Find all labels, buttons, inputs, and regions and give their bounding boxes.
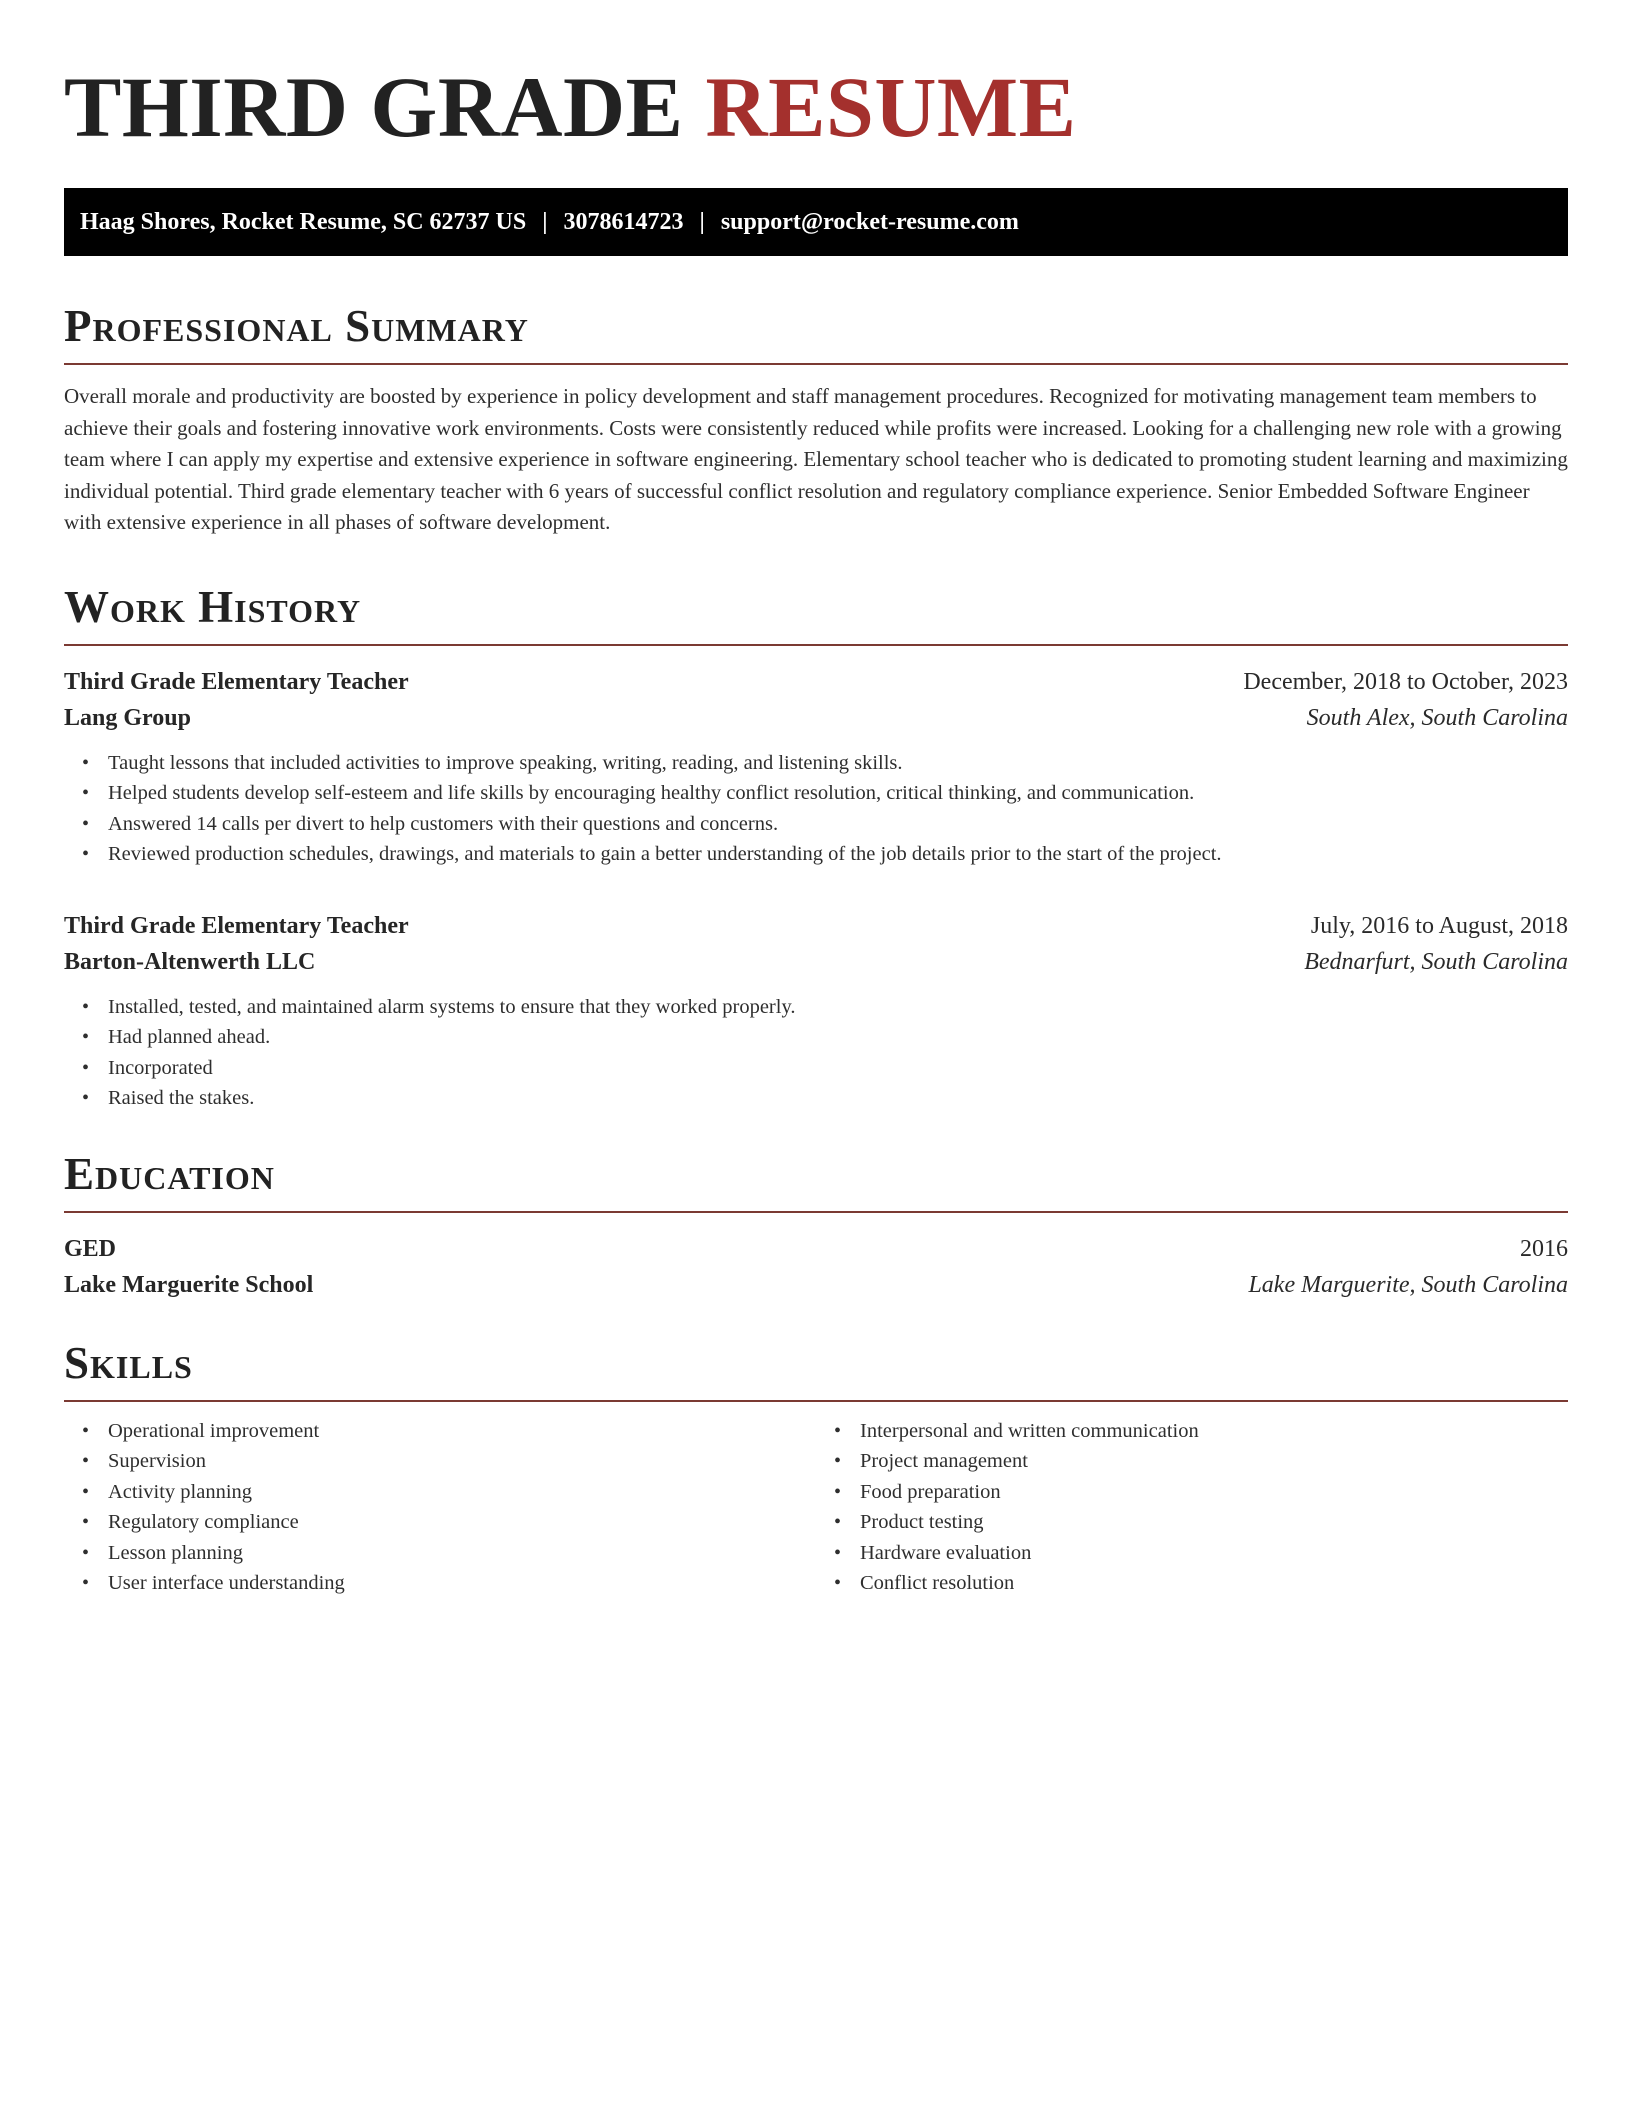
job-entry (64, 664, 1568, 870)
education-school: Lake Marguerite School (64, 1271, 314, 1298)
resume-title-accent: RESUME (705, 59, 1077, 155)
job-duties-list (64, 748, 1568, 870)
summary-text: Overall morale and productivity are boosted by experience in policy development and staff management procedures. Recognized for motivating management team members to achieve their goals and fostering innovative work environments. Costs were consistently reduced while profits were increased. Looking for a challenging new role with a growing team where I can apply my expertise and extensive experience in software engineering. Elementary school teacher who is dedicated to promoting student learning and maximizing individual potential. Third grade elementary teacher with 6 years of successful conflict resolution and regulatory compliance experience. Senior Embedded Software Engineer with extensive experience in all phases of software development. (64, 384, 1568, 534)
job-title: Third Grade Elementary Teacher (64, 668, 409, 695)
education-year: 2016 (1520, 1235, 1568, 1262)
job-duty-item: • Reviewed production schedules, drawings, and materials to gain a better understanding of the job details prior to the start of the project. (108, 839, 1568, 870)
education-degree: GED (64, 1235, 117, 1262)
skill-item: • Project management (860, 1446, 1568, 1477)
skill-item: • Food preparation (860, 1477, 1568, 1508)
skills-grid (64, 1416, 1568, 1599)
skill-item: • User interface understanding (108, 1568, 816, 1599)
job-header-row (64, 664, 1568, 700)
job-duty-item: • Helped students develop self-esteem and life skills by encouraging healthy conflict resolution, critical thinking, and communication. (108, 778, 1568, 809)
skill-item: • Regulatory compliance (108, 1507, 816, 1538)
job-company-row (64, 700, 1568, 736)
skills-column-left (64, 1416, 816, 1599)
job-title: Third Grade Elementary Teacher (64, 912, 409, 939)
summary-section (64, 301, 1568, 539)
summary-heading: Professional Summary (64, 301, 529, 351)
contact-bar (64, 188, 1568, 256)
skills-list (816, 1416, 1568, 1599)
skills-heading: Skills (64, 1337, 193, 1388)
education-header-row (64, 1231, 1568, 1267)
job-duty-item: • Answered 14 calls per divert to help customers with their questions and concerns. (108, 809, 1568, 840)
contact-email: support@rocket-resume.com (720, 208, 1019, 235)
contact-separator: | (699, 208, 705, 235)
resume-title-main: THIRD GRADE (64, 59, 684, 155)
job-duty-item: • Incorporated (108, 1053, 1568, 1084)
job-duty-item: • Raised the stakes. (108, 1083, 1568, 1114)
job-company: Lang Group (64, 704, 191, 731)
job-location: South Alex, South Carolina (1306, 704, 1568, 731)
job-duty-item: • Taught lessons that included activities to improve speaking, writing, reading, and listening skills. (108, 748, 1568, 779)
skill-item: • Operational improvement (108, 1416, 816, 1447)
section-divider (64, 1211, 1568, 1213)
skill-item: • Conflict resolution (860, 1568, 1568, 1599)
skills-section (64, 1337, 1568, 1599)
job-company-row (64, 944, 1568, 980)
work-history-section (64, 581, 1568, 1114)
skills-list (64, 1416, 816, 1599)
education-school-row (64, 1267, 1568, 1303)
job-entry (64, 908, 1568, 1114)
section-divider (64, 644, 1568, 646)
education-entry (64, 1231, 1568, 1303)
resume-title (64, 52, 1568, 155)
skill-item: • Supervision (108, 1446, 816, 1477)
job-header-row (64, 908, 1568, 944)
contact-separator: | (542, 208, 548, 235)
skill-item: • Interpersonal and written communication (860, 1416, 1568, 1447)
education-heading: Education (64, 1148, 275, 1199)
job-company: Barton-Altenwerth LLC (64, 948, 316, 975)
contact-address: Haag Shores, Rocket Resume, SC 62737 US (80, 208, 527, 235)
skill-item: • Product testing (860, 1507, 1568, 1538)
work-history-heading: Work History (64, 581, 362, 632)
skills-column-right (816, 1416, 1568, 1599)
skill-item: • Activity planning (108, 1477, 816, 1508)
job-location: Bednarfurt, South Carolina (1304, 948, 1568, 975)
skill-item: • Lesson planning (108, 1538, 816, 1569)
skill-item: • Hardware evaluation (860, 1538, 1568, 1569)
job-dates: July, 2016 to August, 2018 (1310, 912, 1568, 939)
job-duty-item: • Installed, tested, and maintained alarm systems to ensure that they worked properly. (108, 992, 1568, 1023)
contact-phone: 3078614723 (563, 208, 684, 235)
education-location: Lake Marguerite, South Carolina (1248, 1271, 1568, 1298)
job-dates: December, 2018 to October, 2023 (1243, 668, 1568, 695)
section-divider (64, 363, 1568, 365)
job-duties-list (64, 992, 1568, 1114)
job-duty-item: • Had planned ahead. (108, 1022, 1568, 1053)
education-section (64, 1148, 1568, 1303)
section-divider (64, 1400, 1568, 1402)
